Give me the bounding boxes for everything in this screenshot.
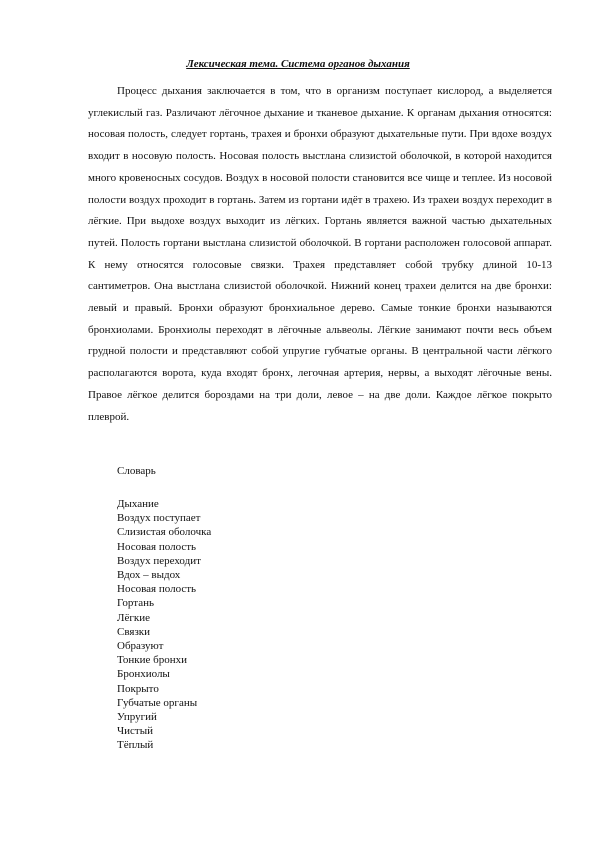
main-paragraph: Процесс дыхания заключается в том, что в организм поступает кислород, а выделяется углекислый газ. Различают лёгочное дыхание и тканевое дыхание. К органам дыхания относятся: носовая полость, следует гортань, трахея и бронхи образуют дыхательные пути. При вдохе воздух входит в носовую полость. Носовая полость выстлана слизистой оболочкой, в которой находится много кровеносных сосудов. Воздух в носовой полости становится все чище и теплее. Из носовой полости воздух проходит в гортань. Затем из гортани идёт в трахею. Из трахеи воздух переходит в лёгкие. При выдохе воздух выходит из лёгких. Гортань является важной частью дыхательных путей. Полость гортани выстлана слизистой оболочкой. В гортани расположен голосовой аппарат. К нему относятся голосовые связки. Трахея представляет собой трубку длиной 10-13 сантиметров. Она выстлана слизистой оболочкой. Нижний конец трахеи делится на две бронхи: левый и правый. Бронхи образуют бронхиальное дерево. Самые тонкие бронхи называются бронхиолами. Бронхиолы переходят в лёгочные альвеолы. Лёгкие занимают почти весь объем грудной полости и представляют собой упругие губчатые органы. В центральной части лёгкого располагаются ворота, куда входят бронх, легочная артерия, нервы, а выходят лёгочные вены. Правое лёгкое делится бороздами на три доли, левое – на две доли. Каждое лёгкое покрыто плеврой. [88, 85, 552, 423]
vocabulary-item: Упругий [117, 711, 157, 724]
vocabulary-item: Носовая полость [117, 583, 197, 596]
document-title: Лексическая тема. Система органов дыхания [186, 58, 410, 70]
vocabulary-item: Бронхиолы [117, 668, 170, 681]
vocabulary-item: Носовая полость [117, 540, 197, 553]
vocabulary-item: Покрыто [117, 682, 159, 695]
vocabulary-item: Воздух поступает [117, 512, 201, 525]
vocabulary-item: Вдох – выдох [117, 569, 181, 582]
vocabulary-item: Образуют [117, 640, 164, 653]
vocabulary-item: Воздух переходит [117, 554, 201, 567]
vocabulary-item: Тёплый [117, 739, 154, 752]
vocabulary-item: Дыхание [117, 498, 159, 510]
vocabulary-item: Тонкие бронхи [117, 654, 188, 667]
vocabulary-list [117, 497, 211, 753]
vocabulary-item: Чистый [117, 725, 154, 738]
vocabulary-item: Связки [117, 625, 151, 638]
vocabulary-item: Гортань [117, 597, 154, 610]
vocabulary-heading: Словарь [117, 465, 156, 477]
vocabulary-item: Губчатые органы [117, 696, 198, 709]
vocabulary-item: Лёгкие [117, 611, 150, 624]
vocabulary-item: Слизистая оболочка [117, 526, 212, 539]
